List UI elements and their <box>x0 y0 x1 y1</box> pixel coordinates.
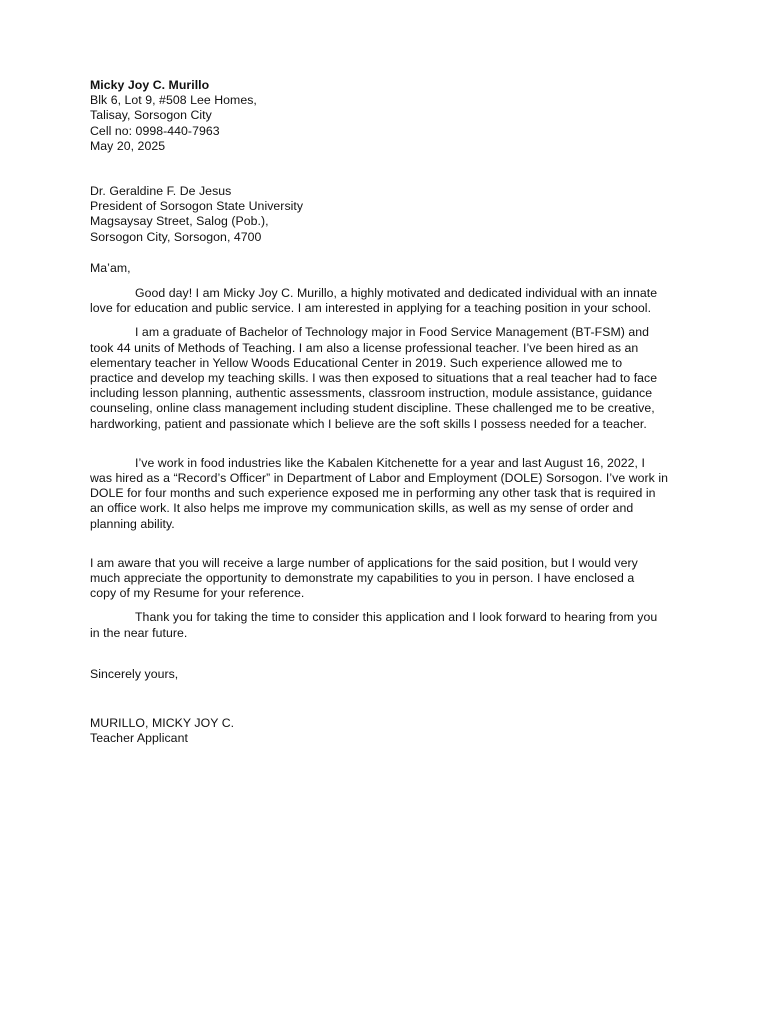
body-paragraph-experience <box>90 456 682 532</box>
recipient-title: President of Sorsogon State University <box>90 199 304 214</box>
paragraph-line: in the near future. <box>90 625 188 640</box>
closing: Sincerely yours, <box>90 666 179 681</box>
paragraph-line: took 44 units of Methods of Teaching. I am also a license professional teacher. I’ve been hired as an <box>90 340 639 355</box>
salutation: Ma’am, <box>90 260 131 275</box>
signature-block <box>90 716 682 746</box>
sender-address-line-1: Blk 6, Lot 9, #508 Lee Homes, <box>90 93 257 108</box>
paragraph-line: copy of my Resume for your reference. <box>90 586 305 601</box>
paragraph-line: counseling, online class management including student discipline. These challenged me to be creative, <box>90 401 655 416</box>
recipient-name: Dr. Geraldine F. De Jesus <box>90 184 232 199</box>
body-paragraph-thanks <box>90 610 682 640</box>
paragraph-line: including lesson planning, authentic assessments, classroom instruction, module assistance, guidance <box>90 386 653 401</box>
recipient-address-line-1: Magsaysay Street, Salog (Pob.), <box>90 214 269 229</box>
cover-letter <box>90 78 682 747</box>
paragraph-line: was hired as a “Record’s Officer” in Department of Labor and Employment (DOLE) Sorsogon. I’ve work in <box>90 471 669 486</box>
paragraph-line: practice and develop my teaching skills. I was then exposed to situations that a real teacher had to face <box>90 371 658 386</box>
paragraph-line: Thank you for taking the time to consider this application and I look forward to hearing from you <box>135 610 658 625</box>
sender-phone: Cell no: 0998-440-7963 <box>90 123 220 138</box>
signature-name: MURILLO, MICKY JOY C. <box>90 716 235 731</box>
body-paragraph-intro <box>90 286 682 316</box>
sender-address-line-2: Talisay, Sorsogon City <box>90 108 212 123</box>
paragraph-line: planning ability. <box>90 516 175 531</box>
signature-position: Teacher Applicant <box>90 731 188 746</box>
body-paragraph-education <box>90 325 682 431</box>
paragraph-line: I’ve work in food industries like the Kabalen Kitchenette for a year and last August 16, 2022, I <box>135 455 645 470</box>
recipient-address-line-2: Sorsogon City, Sorsogon, 4700 <box>90 229 262 244</box>
paragraph-line: hardworking, patient and passionate which I believe are the soft skills I possess needed for a teacher. <box>90 416 647 431</box>
paragraph-line: I am a graduate of Bachelor of Technology major in Food Service Management (BT-FSM) and <box>135 325 650 340</box>
paragraph-line: much appreciate the opportunity to demonstrate my capabilities to you in person. I have enclosed a <box>90 571 635 586</box>
paragraph-line: elementary teacher in Yellow Woods Educational Center in 2019. Such experience allowed me to <box>90 355 623 370</box>
sender-name: Micky Joy C. Murillo <box>90 78 210 92</box>
paragraph-line: Good day! I am Micky Joy C. Murillo, a highly motivated and dedicated individual with an innate <box>135 286 658 301</box>
paragraph-line: an office work. It also helps me improve my communication skills, as well as my sense of order and <box>90 501 634 516</box>
recipient-block <box>90 184 682 245</box>
letter-date: May 20, 2025 <box>90 138 166 153</box>
paragraph-line: DOLE for four months and such experience exposed me in performing any other task that is required in <box>90 486 656 501</box>
sender-block <box>90 78 682 154</box>
paragraph-line: love for education and public service. I am interested in applying for a teaching position in your school. <box>90 301 652 316</box>
paragraph-line: I am aware that you will receive a large number of applications for the said position, but I would very <box>90 555 638 570</box>
body-paragraph-resume <box>90 556 682 602</box>
